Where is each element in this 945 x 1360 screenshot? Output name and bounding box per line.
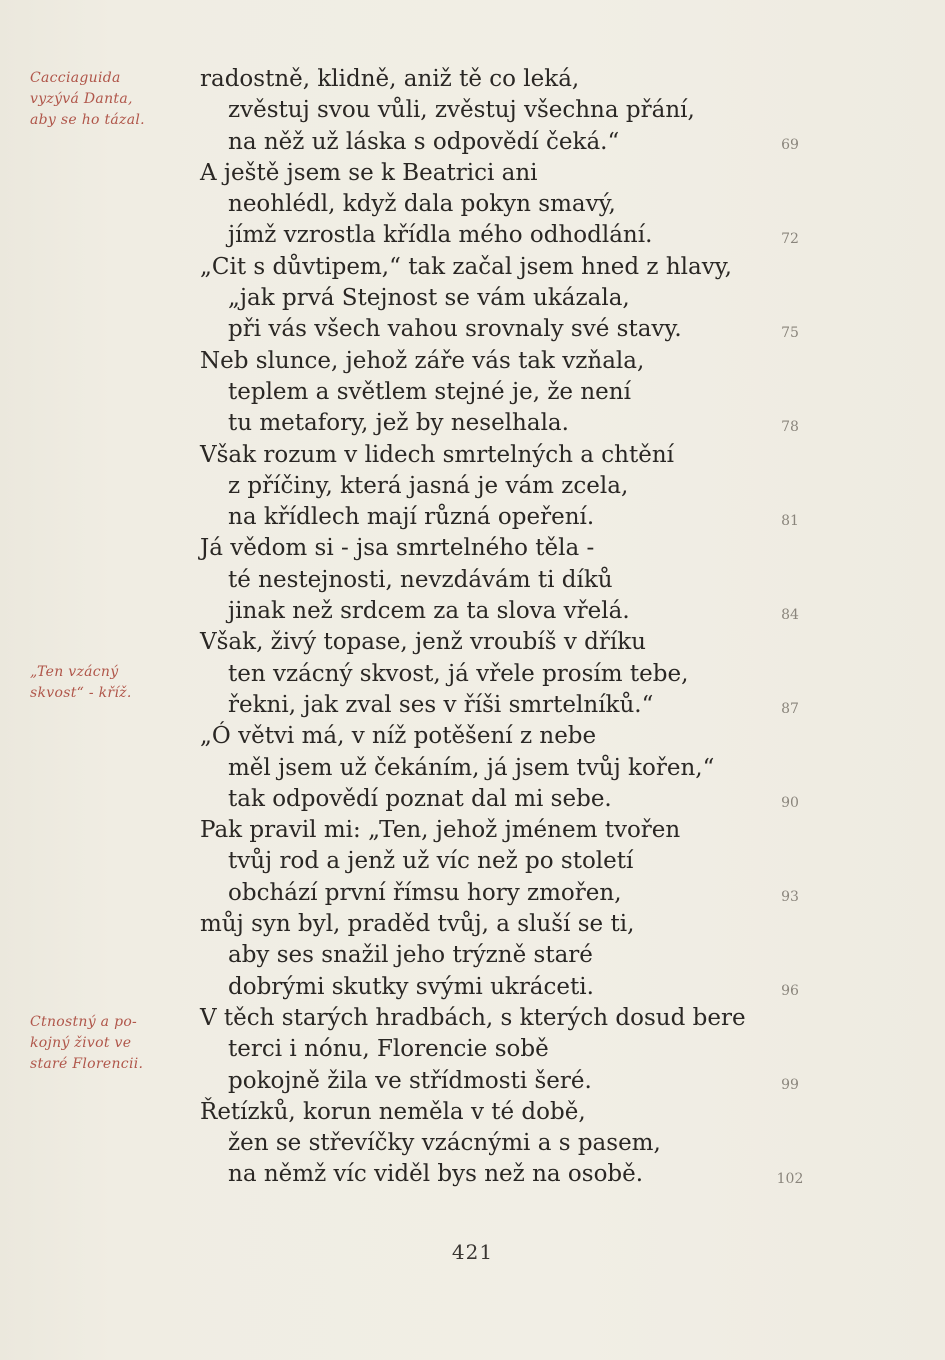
line-number: 84 — [781, 607, 799, 623]
verse-line: „Cit s důvtipem,“ tak začal jsem hned z hlavy, — [200, 253, 732, 280]
line-number: 99 — [781, 1077, 799, 1093]
line-number: 90 — [781, 795, 799, 811]
line-number: 81 — [781, 513, 799, 529]
margin-note-skvost — [30, 662, 180, 704]
margin-note-line: staré Florencii. — [30, 1056, 144, 1072]
verse-line: Neb slunce, jehož záře vás tak vzňala, — [200, 347, 645, 374]
verse-line: té nestejnosti, nevzdávám ti díků — [228, 566, 613, 593]
verse-line: A ještě jsem se k Beatrici ani — [200, 159, 538, 186]
verse-line: Však rozum v lidech smrtelných a chtění — [200, 441, 674, 468]
verse-line: jímž vzrostla křídla mého odhodlání. — [228, 222, 653, 249]
margin-note-line: vyzývá Danta, — [30, 91, 133, 107]
verse-line: „jak prvá Stejnost se vám ukázala, — [228, 285, 630, 312]
line-number: 78 — [781, 419, 799, 435]
verse-line: dobrými skutky svými ukráceti. — [228, 973, 594, 1000]
margin-note-line: Ctnostný a po- — [30, 1014, 138, 1030]
line-number: 93 — [781, 889, 799, 905]
verse-line: radostně, klidně, aniž tě co leká, — [200, 66, 580, 92]
verse-line: tu metafory, jež by neselhala. — [228, 410, 569, 437]
margin-note-line: skvost“ - kříž. — [30, 685, 132, 701]
verse-line: měl jsem už čekáním, já jsem tvůj kořen,“ — [228, 754, 715, 781]
verse-line: jinak než srdcem za ta slova vřelá. — [228, 598, 630, 625]
verse-line: ten vzácný skvost, já vřele prosím tebe, — [228, 660, 689, 687]
verse-line: Však, živý topase, jenž vroubíš v dříku — [200, 629, 646, 656]
verse-line: řekni, jak zval ses v říši smrtelníků.“ — [228, 691, 654, 718]
margin-note-florencie — [30, 1012, 180, 1075]
verse-line: tvůj rod a jenž už víc než po století — [228, 848, 634, 875]
verse-line: na křídlech mají různá opeření. — [228, 504, 595, 531]
verse-line: neohlédl, když dala pokyn smavý, — [228, 191, 616, 218]
verse-line: zvěstuj svou vůli, zvěstuj všechna přání, — [228, 97, 695, 124]
line-number: 75 — [781, 325, 799, 341]
line-number: 96 — [781, 983, 799, 999]
verse-line: na němž víc viděl bys než na osobě. — [228, 1161, 644, 1188]
verse-line: při vás všech vahou srovnaly své stavy. — [228, 316, 682, 343]
margin-note-line: „Ten vzácný — [30, 664, 119, 680]
verse-line: pokojně žila ve střídmosti šeré. — [228, 1067, 592, 1094]
verse-text — [200, 64, 760, 1191]
line-number: 87 — [781, 701, 799, 717]
margin-note-cacciaguida — [30, 68, 180, 131]
verse-line: žen se střevíčky vzácnými a s pasem, — [228, 1130, 661, 1157]
line-number: 69 — [781, 137, 799, 153]
verse-line: z příčiny, která jasná je vám zcela, — [228, 472, 629, 499]
verse-line: obchází první římsu hory zmořen, — [228, 879, 622, 906]
verse-line: „Ó větvi má, v níž potěšení z nebe — [200, 723, 597, 750]
verse-line: aby ses snažil jeho trýzně staré — [228, 942, 593, 969]
verse-line: terci i nónu, Florencie sobě — [228, 1036, 549, 1063]
verse-line: Já vědom si - jsa smrtelného těla - — [200, 535, 595, 562]
verse-line: Pak pravil mi: „Ten, jehož jménem tvořen — [200, 817, 681, 844]
margin-note-line: Cacciaguida — [30, 70, 121, 86]
verse-line: můj syn byl, praděd tvůj, a sluší se ti, — [200, 911, 635, 938]
page-number: 421 — [451, 1240, 494, 1264]
margin-note-line: aby se ho tázal. — [30, 112, 145, 128]
line-number: 72 — [781, 231, 799, 247]
line-number: 102 — [776, 1171, 804, 1187]
margin-note-line: kojný život ve — [30, 1035, 132, 1051]
verse-line: V těch starých hradbách, s kterých dosud bere — [200, 1004, 746, 1031]
verse-line: teplem a světlem stejné je, že není — [228, 378, 631, 405]
verse-line: na něž už láska s odpovědí čeká.“ — [228, 128, 620, 155]
verse-line: tak odpovědí poznat dal mi sebe. — [228, 785, 612, 812]
verse-line: Řetízků, korun neměla v té době, — [200, 1098, 586, 1125]
